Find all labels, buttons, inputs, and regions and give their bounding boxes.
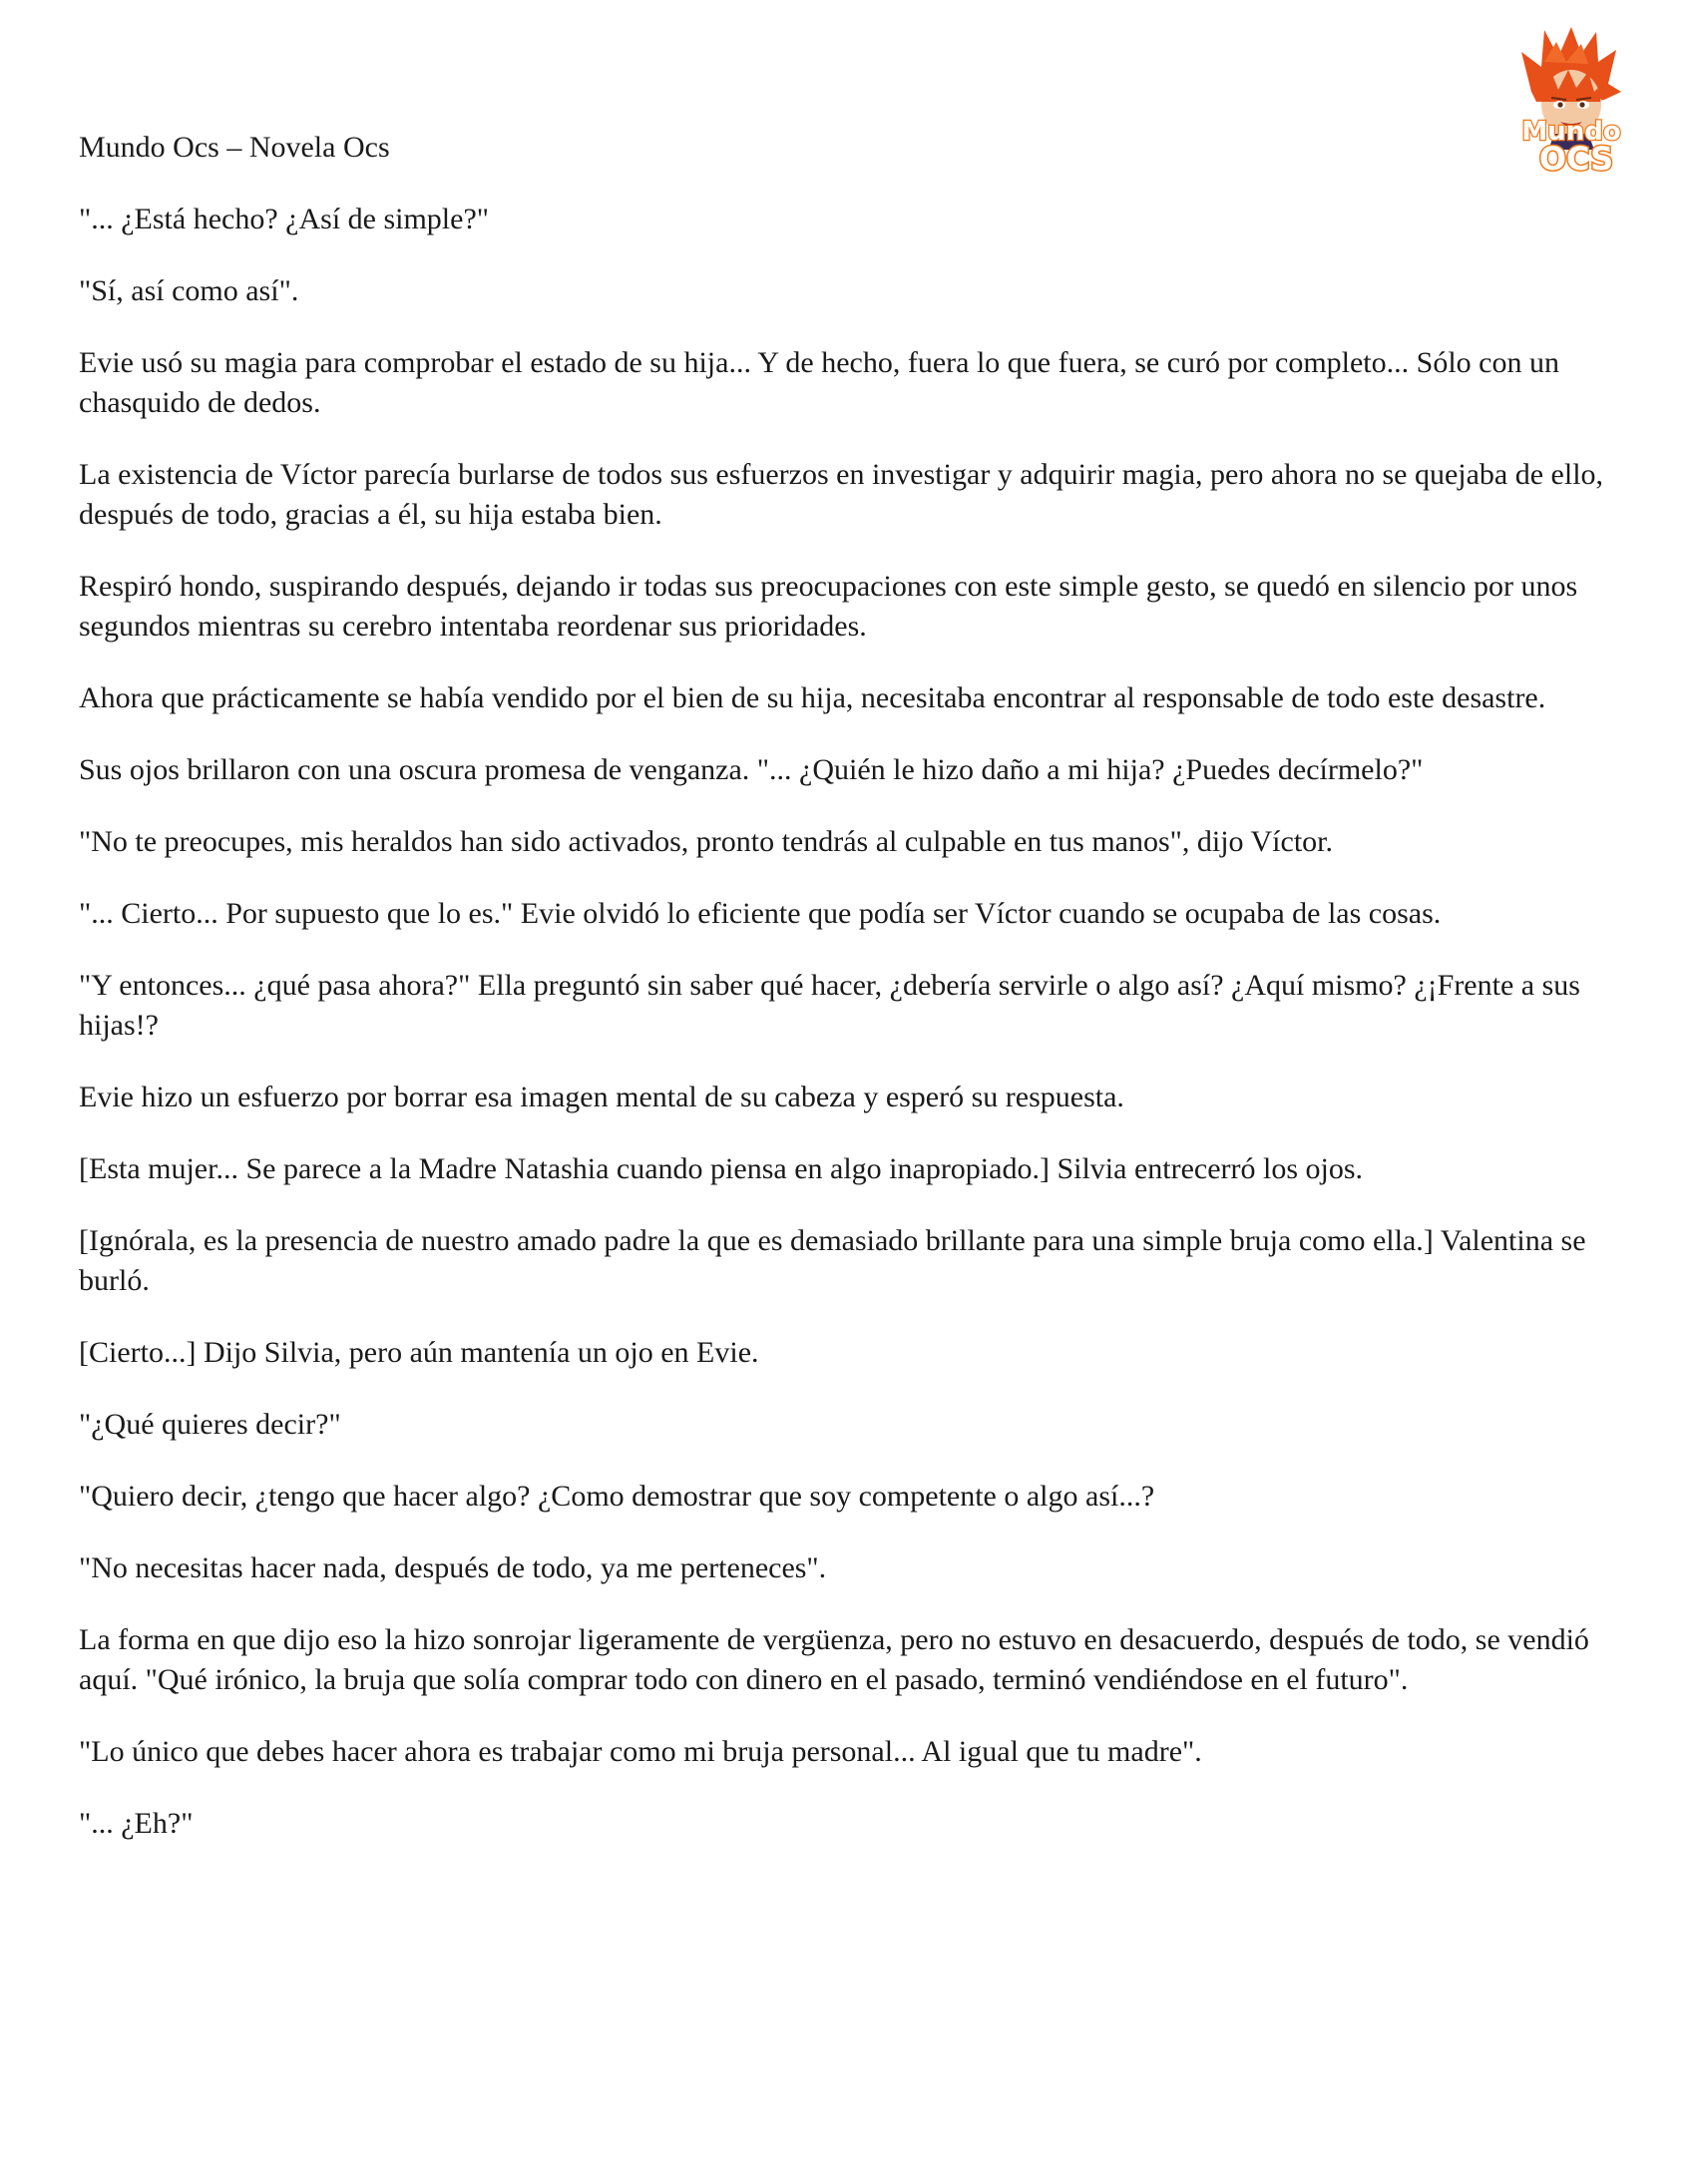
paragraph: "Sí, así como así". xyxy=(79,274,299,307)
document-body xyxy=(79,128,1650,1876)
paragraph: Respiró hondo, suspirando después, dejando ir todas sus preocupaciones con este simple gesto, se quedó en silencio por unos segundos mientras su cerebro intentaba reordenar sus prioridades. xyxy=(79,570,1578,643)
paragraph: "... Cierto... Por supuesto que lo es." Evie olvidó lo eficiente que podía ser Víctor cuando se ocupaba de las cosas. xyxy=(79,897,1442,930)
paragraph: Evie usó su magia para comprobar el estado de su hija... Y de hecho, fuera lo que fuera, se curó por completo... Sólo con un chasquido de dedos. xyxy=(79,346,1559,419)
paragraph: [Cierto...] Dijo Silvia, pero aún mantenía un ojo en Evie. xyxy=(79,1336,759,1369)
paragraph: Evie hizo un esfuerzo por borrar esa imagen mental de su cabeza y esperó su respuesta. xyxy=(79,1081,1124,1113)
document-header: Mundo Ocs – Novela Ocs xyxy=(79,131,390,164)
paragraph: "Quiero decir, ¿tengo que hacer algo? ¿Como demostrar que soy competente o algo así...? xyxy=(79,1480,1155,1513)
paragraph: [Ignórala, es la presencia de nuestro amado padre la que es demasiado brillante para una simple bruja como ella.] Valentina se burló. xyxy=(79,1224,1586,1297)
svg-text:OCS: OCS xyxy=(1538,140,1614,177)
paragraph: La existencia de Víctor parecía burlarse de todos sus esfuerzos en investigar y adquirir magia, pero ahora no se quejaba de ello, después de todo, gracias a él, su hija estaba bien. xyxy=(79,458,1604,531)
svg-text:Mundo: Mundo xyxy=(1521,117,1621,147)
paragraph: "Y entonces... ¿qué pasa ahora?" Ella preguntó sin saber qué hacer, ¿debería servirle o algo así? ¿Aquí mismo? ¿¡Frente a sus hijas!? xyxy=(79,969,1580,1042)
paragraph: "Lo único que debes hacer ahora es trabajar como mi bruja personal... Al igual que tu madre". xyxy=(79,1735,1202,1768)
paragraph: Sus ojos brillaron con una oscura promesa de venganza. "... ¿Quién le hizo daño a mi hija? ¿Puedes decírmelo?" xyxy=(79,753,1424,786)
paragraph: "... ¿Está hecho? ¿Así de simple?" xyxy=(79,203,490,235)
paragraph: La forma en que dijo eso la hizo sonrojar ligeramente de vergüenza, pero no estuvo en desacuerdo, después de todo, se vendió aquí. "Qué irónico, la bruja que solía comprar todo con dinero en el pasado, terminó vendiéndose en el futuro". xyxy=(79,1623,1589,1696)
paragraph: "No necesitas hacer nada, después de todo, ya me perteneces". xyxy=(79,1551,827,1584)
paragraph: "¿Qué quieres decir?" xyxy=(79,1408,341,1441)
paragraph: "... ¿Eh?" xyxy=(79,1807,194,1840)
paragraph: Ahora que prácticamente se había vendido por el bien de su hija, necesitaba encontrar al responsable de todo este desastre. xyxy=(79,681,1546,714)
paragraph: [Esta mujer... Se parece a la Madre Natashia cuando piensa en algo inapropiado.] Silvia entrecerró los ojos. xyxy=(79,1152,1364,1185)
paragraph: "No te preocupes, mis heraldos han sido activados, pronto tendrás al culpable en tus manos", dijo Víctor. xyxy=(79,825,1333,858)
